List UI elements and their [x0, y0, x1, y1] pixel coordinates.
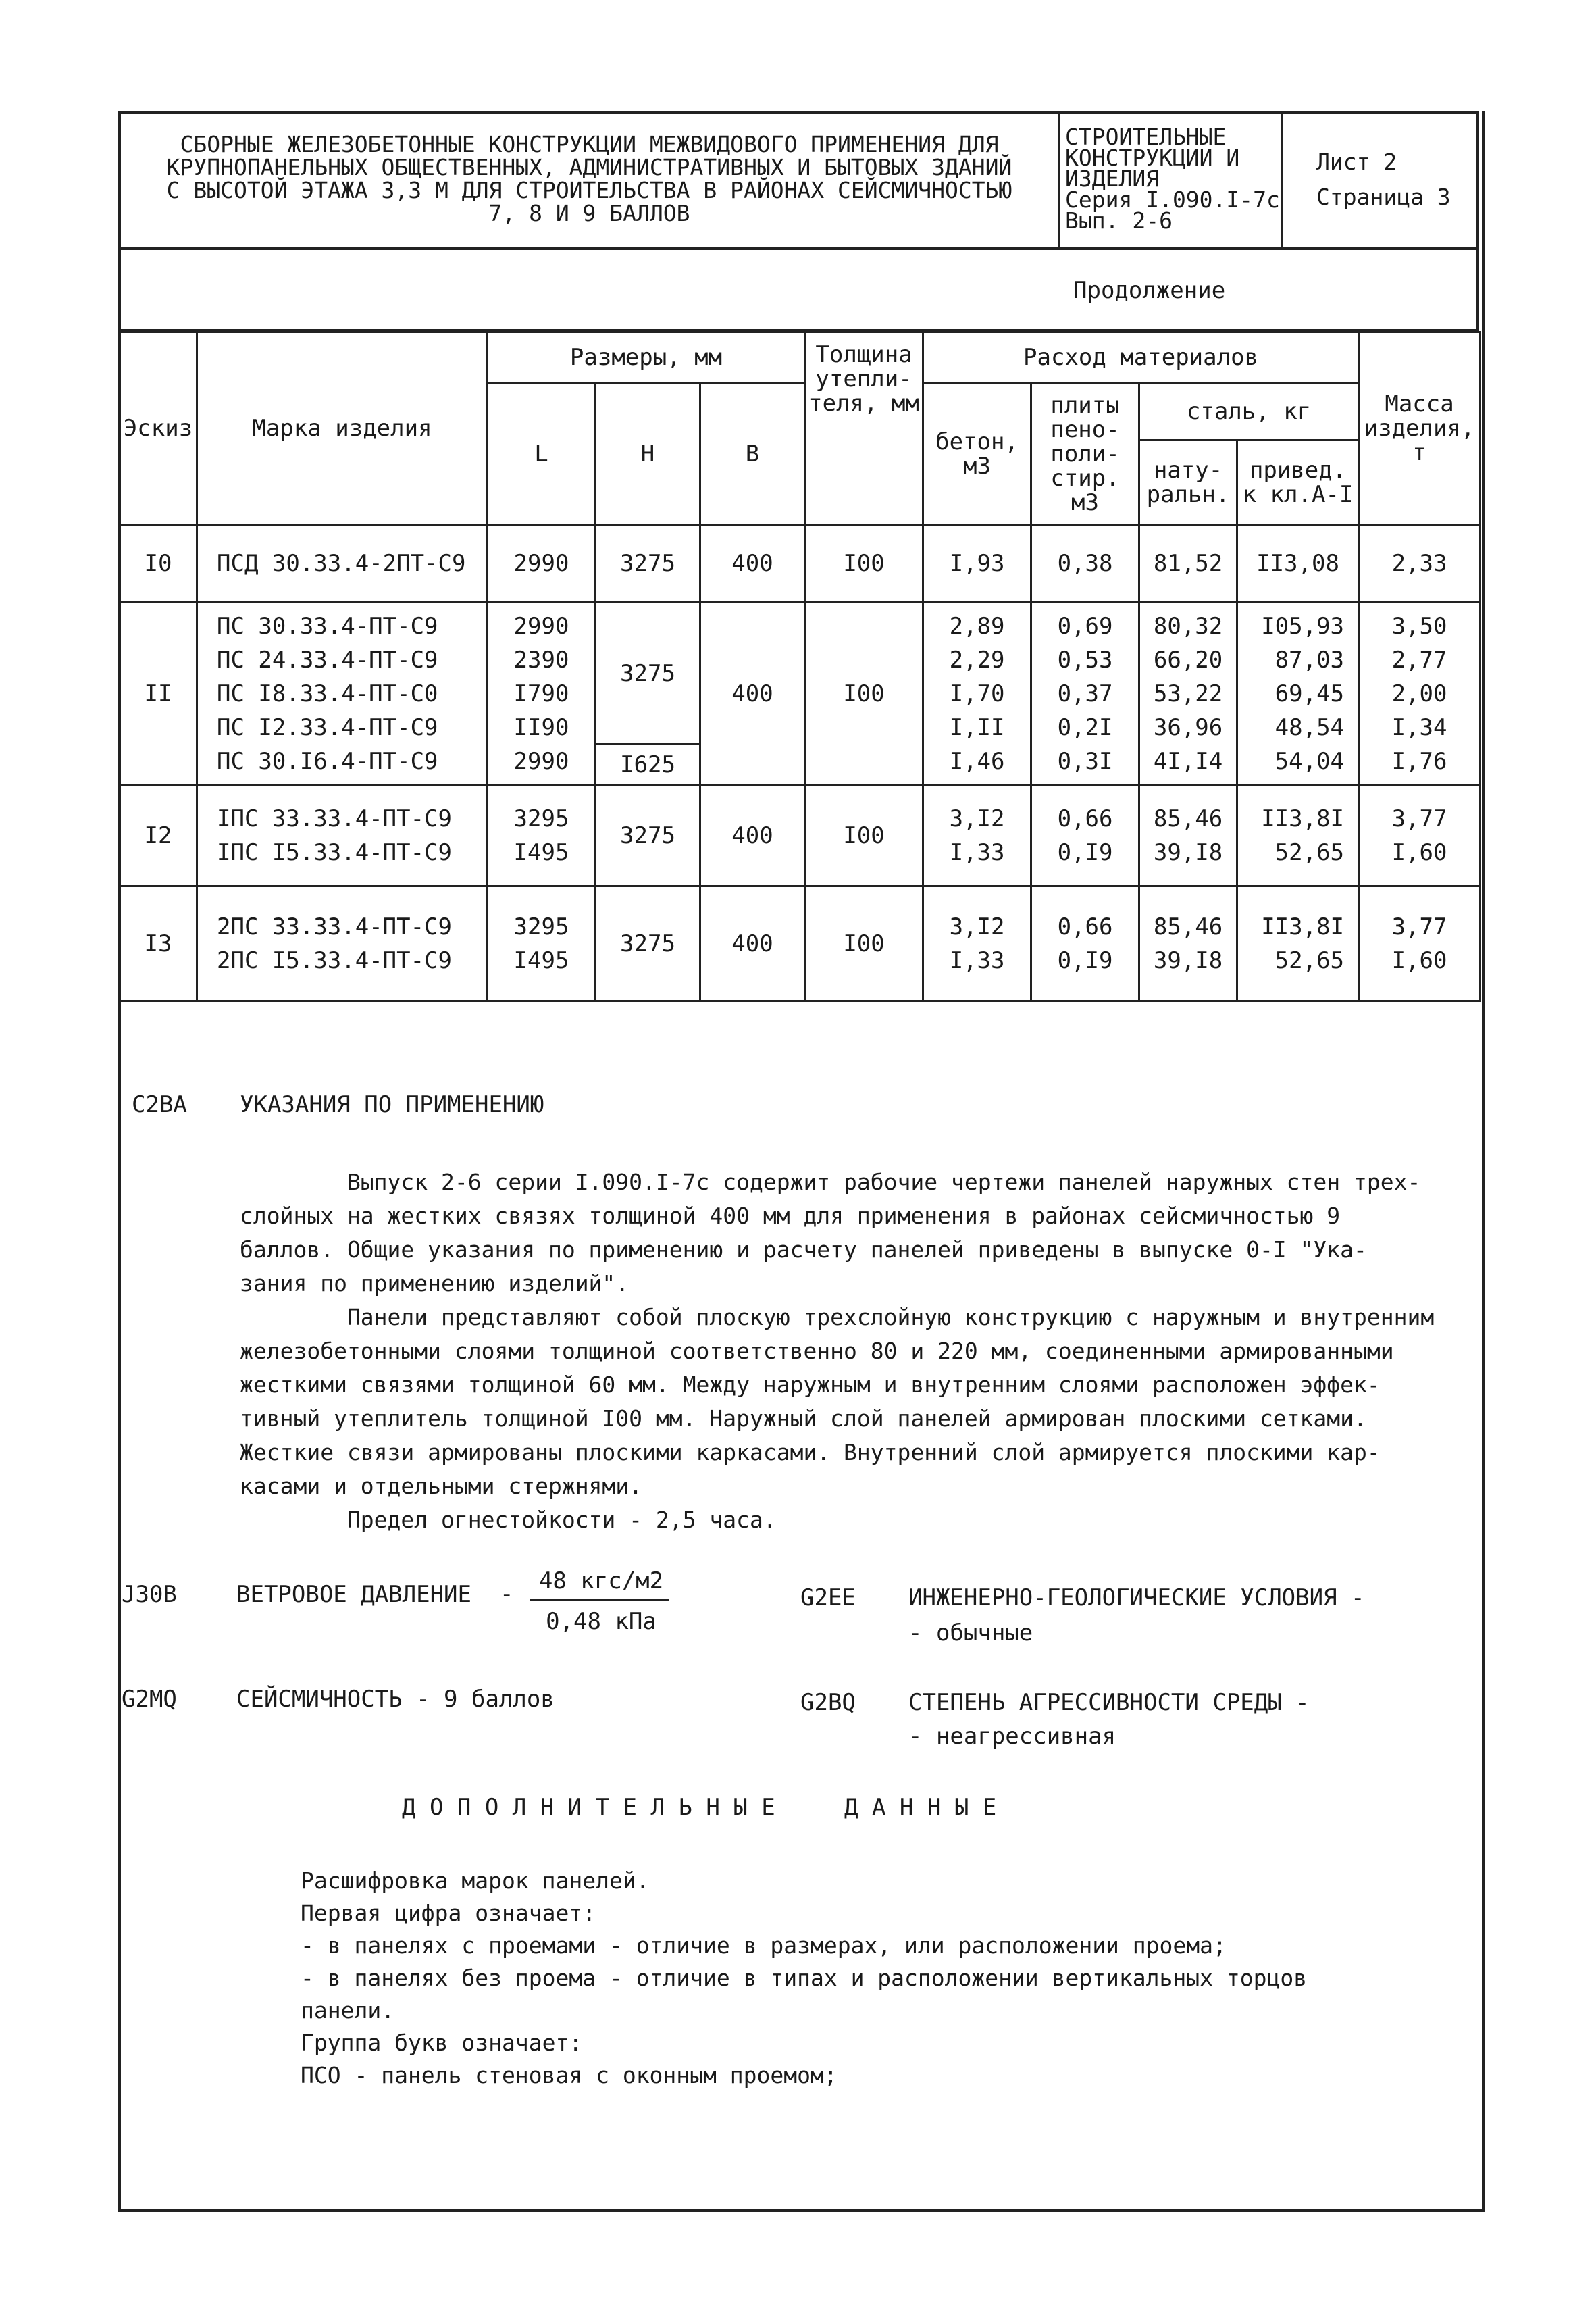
usage-line: тивный утеплитель толщиной I00 мм. Наружный слой панелей армирован плоскими сетками.	[240, 1405, 1367, 1432]
cell-sketch: I0	[120, 525, 197, 603]
aggressiveness-value: - неагрессивная	[908, 1723, 1116, 1750]
cell-l: 3295 I495	[488, 886, 596, 1001]
continuation-row	[118, 250, 1479, 331]
cell-insulation: I00	[805, 785, 923, 886]
cell-mass: 3,50 2,77 2,00 I,34 I,76	[1359, 603, 1481, 785]
usage-code: С2ВА	[132, 1091, 187, 1118]
table-row	[120, 886, 1481, 1001]
cell-b: 400	[700, 785, 805, 886]
extra-line: панели.	[301, 1997, 395, 2023]
series-line: Серия I.090.I-7с	[1065, 186, 1280, 213]
usage-line: жесткими связями толщиной 60 мм. Между наружным и внутренним слоями расположен эффек-	[240, 1372, 1381, 1398]
cell-sketch: II	[120, 603, 197, 785]
extra-line: Расшифровка марок панелей.	[301, 1867, 650, 1894]
series-line: ИЗДЕЛИЯ	[1065, 166, 1160, 192]
col-steel-header: сталь, кг	[1139, 383, 1359, 441]
cell-b: 400	[700, 886, 805, 1001]
cell-concrete: 2,89 2,29 I,70 I,II I,46	[923, 603, 1031, 785]
col-natural-header: нату- ральн.	[1139, 441, 1237, 525]
cell-foam: 0,38	[1031, 525, 1139, 603]
cell-natural: 85,46 39,I8	[1139, 886, 1237, 1001]
cell-natural: 80,32 66,20 53,22 36,96 4I,I4	[1139, 603, 1237, 785]
table-row	[120, 603, 1481, 745]
wind-dash: -	[500, 1581, 514, 1608]
cell-foam: 0,69 0,53 0,37 0,2I 0,3I	[1031, 603, 1139, 785]
extra-text	[301, 1865, 1307, 2092]
usage-line: Жесткие связи армированы плоскими каркасами. Внутренний слой армируется плоскими кар-	[240, 1439, 1381, 1465]
title-line: С ВЫСОТОЙ ЭТАЖА 3,3 М ДЛЯ СТРОИТЕЛЬСТВА В РАЙОНАХ СЕЙСМИЧНОСТЬЮ	[166, 177, 1012, 203]
cell-reduced: II3,08	[1237, 525, 1359, 603]
geo-value: - обычные	[908, 1619, 1033, 1646]
usage-line: железобетонными слоями толщиной соответственно 80 и 220 мм, соединенными армированными	[240, 1338, 1394, 1364]
col-sizes-header: Размеры, мм	[488, 332, 805, 383]
cell-concrete: 3,I2 I,33	[923, 886, 1031, 1001]
usage-line: касами и отдельными стержнями.	[240, 1473, 643, 1499]
extra-line: Первая цифра означает:	[301, 1900, 596, 1926]
aggressiveness-label: СТЕПЕНЬ АГРЕССИВНОСТИ СРЕДЫ -	[908, 1689, 1310, 1716]
wind-numerator: 48 кгс/м2	[538, 1567, 664, 1594]
col-insulation-header: Толщина утепли- теля, мм	[805, 332, 923, 525]
cell-mass: 2,33	[1359, 525, 1481, 603]
cell-concrete: I,93	[923, 525, 1031, 603]
extra-line: ПСО - панель стеновая с оконным проемом;	[301, 2062, 838, 2088]
fraction-bar	[530, 1599, 669, 1601]
cell-mark: ПС 30.33.4-ПТ-С9 ПС 24.33.4-ПТ-С9 ПС I8.33.4-ПТ-С0 ПС I2.33.4-ПТ-С9 ПС 30.I6.4-ПТ-С9	[197, 603, 488, 785]
extra-title: Д О П О Л Н И Т Е Л Ь Н Ы Е Д А Н Н Ы Е	[402, 1794, 997, 1821]
col-b-header: B	[700, 383, 805, 525]
col-mark-header: Марка изделия	[197, 332, 488, 525]
title-line: СБОРНЫЕ ЖЕЛЕЗОБЕТОННЫЕ КОНСТРУКЦИИ МЕЖВИДОВОГО ПРИМЕНЕНИЯ ДЛЯ	[180, 131, 999, 157]
cell-foam: 0,66 0,I9	[1031, 785, 1139, 886]
sheet-info	[1283, 114, 1476, 247]
usage-line: Панели представляют собой плоскую трехслойную конструкцию с наружным и внутренним	[240, 1304, 1435, 1330]
cell-h: 3275	[596, 603, 700, 745]
cell-mark: ПСД 30.33.4-2ПТ-С9	[197, 525, 488, 603]
cell-h: 3275	[596, 886, 700, 1001]
usage-text	[240, 1165, 1434, 1537]
series-info	[1060, 114, 1283, 247]
cell-insulation: I00	[805, 603, 923, 785]
cell-mark: IПС 33.33.4-ПТ-С9 IПС I5.33.4-ПТ-С9	[197, 785, 488, 886]
extra-line: - в панелях без проема - отличие в типах и расположении вертикальных торцов	[301, 1965, 1308, 1991]
wind-denominator: 0,48 кПа	[546, 1608, 657, 1635]
usage-line: Выпуск 2-6 серии I.090.I-7с содержит рабочие чертежи панелей наружных стен трех-	[240, 1169, 1421, 1195]
cell-sketch: I2	[120, 785, 197, 886]
geo-label: ИНЖЕНЕРНО-ГЕОЛОГИЧЕСКИЕ УСЛОВИЯ -	[908, 1584, 1365, 1611]
cell-reduced: II3,8I 52,65	[1237, 886, 1359, 1001]
cell-mass: 3,77 I,60	[1359, 785, 1481, 886]
col-mass-header: Масса изделия, т	[1359, 332, 1481, 525]
cell-reduced: II3,8I 52,65	[1237, 785, 1359, 886]
wind-code: J30B	[122, 1581, 177, 1608]
cell-b: 400	[700, 525, 805, 603]
table-row	[120, 525, 1481, 603]
seismic-code: G2MQ	[122, 1686, 177, 1713]
spec-table	[118, 331, 1481, 1002]
series-line: КОНСТРУКЦИИ И	[1065, 145, 1240, 171]
extra-line: - в панелях с проемами - отличие в размерах, или расположении проема;	[301, 1932, 1227, 1959]
usage-line: Предел огнестойкости - 2,5 часа.	[240, 1507, 777, 1533]
wind-label: ВЕТРОВОЕ ДАВЛЕНИЕ	[236, 1581, 471, 1608]
cell-l: 2990 2390 I790 II90 2990	[488, 603, 596, 785]
title-block	[118, 111, 1479, 250]
continuation-label: Продолжение	[1073, 277, 1226, 304]
cell-h-short: I625	[596, 745, 700, 785]
cell-b: 400	[700, 603, 805, 785]
col-sketch-header: Эскиз	[120, 332, 197, 525]
cell-reduced: I05,93 87,03 69,45 48,54 54,04	[1237, 603, 1359, 785]
series-line: Вып. 2-6	[1065, 207, 1173, 234]
document-title	[121, 114, 1060, 247]
seismic-text: СЕЙСМИЧНОСТЬ - 9 баллов	[236, 1686, 555, 1713]
usage-title: УКАЗАНИЯ ПО ПРИМЕНЕНИЮ	[240, 1091, 544, 1118]
col-foam-header: плиты пено- поли- стир. м3	[1031, 383, 1139, 525]
cell-mark: 2ПС 33.33.4-ПТ-С9 2ПС I5.33.4-ПТ-С9	[197, 886, 488, 1001]
cell-h: 3275	[596, 525, 700, 603]
aggressiveness-code: G2BQ	[800, 1689, 856, 1716]
col-concrete-header: бетон, м3	[923, 383, 1031, 525]
cell-natural: 85,46 39,I8	[1139, 785, 1237, 886]
geo-code: G2EE	[800, 1584, 856, 1611]
col-l-header: L	[488, 383, 596, 525]
cell-mass: 3,77 I,60	[1359, 886, 1481, 1001]
table-row	[120, 785, 1481, 886]
usage-line: баллов. Общие указания по применению и расчету панелей приведены в выпуске 0-I "Ука-	[240, 1236, 1367, 1263]
title-line: 7, 8 И 9 БАЛЛОВ	[488, 200, 690, 226]
cell-concrete: 3,I2 I,33	[923, 785, 1031, 886]
title-line: КРУПНОПАНЕЛЬНЫХ ОБЩЕСТВЕННЫХ, АДМИНИСТРАТИВНЫХ И БЫТОВЫХ ЗДАНИЙ	[166, 154, 1012, 180]
extra-line: Группа букв означает:	[301, 2030, 583, 2056]
cell-l: 2990	[488, 525, 596, 603]
usage-line: слойных на жестких связях толщиной 400 мм для применения в районах сейсмичностью 9	[240, 1203, 1341, 1229]
page-number: Страница 3	[1316, 184, 1451, 210]
cell-foam: 0,66 0,I9	[1031, 886, 1139, 1001]
series-line: СТРОИТЕЛЬНЫЕ	[1065, 124, 1227, 150]
cell-sketch: I3	[120, 886, 197, 1001]
cell-h: 3275	[596, 785, 700, 886]
cell-l: 3295 I495	[488, 785, 596, 886]
col-reduced-header: привед. к кл.А-I	[1237, 441, 1359, 525]
col-h-header: H	[596, 383, 700, 525]
sheet-number: Лист 2	[1316, 149, 1397, 175]
col-materials-header: Расход материалов	[923, 332, 1359, 383]
cell-natural: 81,52	[1139, 525, 1237, 603]
cell-insulation: I00	[805, 886, 923, 1001]
cell-insulation: I00	[805, 525, 923, 603]
usage-line: зания по применению изделий".	[240, 1270, 629, 1297]
